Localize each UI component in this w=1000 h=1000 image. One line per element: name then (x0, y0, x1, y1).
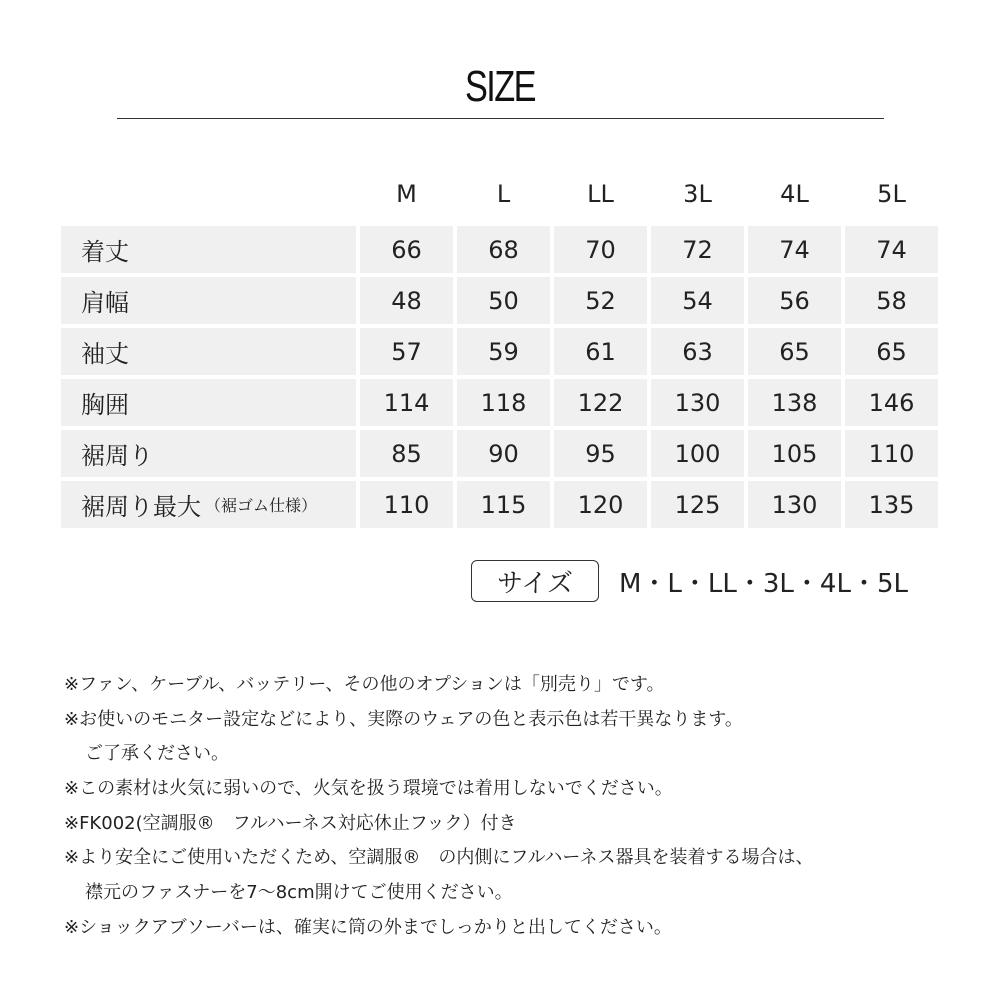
table-cell: 50 (457, 277, 550, 324)
title-divider (117, 118, 884, 119)
note-line: ※この素材は火気に弱いので、火気を扱う環境では着用しないでください。 (64, 778, 673, 800)
column-header-ll: LL (587, 180, 614, 208)
row-label (61, 379, 356, 426)
table-cell: 48 (360, 277, 453, 324)
row-label (61, 481, 356, 528)
table-cell: 70 (554, 226, 647, 273)
table-cell: 65 (845, 328, 938, 375)
table-cell: 59 (457, 328, 550, 375)
size-table (61, 170, 935, 528)
note-line: ご了承ください。 (85, 743, 229, 765)
column-header-m: M (396, 180, 417, 208)
sizes-list: M・L・LL・3L・4L・5L (619, 568, 908, 599)
table-cell: 114 (360, 379, 453, 426)
row-label (61, 328, 356, 375)
table-cell: 90 (457, 430, 550, 477)
table-cell: 74 (748, 226, 841, 273)
table-cell: 85 (360, 430, 453, 477)
table-cell: 115 (457, 481, 550, 528)
row-label-text: 裾周り最大 (81, 493, 201, 521)
table-cell: 95 (554, 430, 647, 477)
note-line: 襟元のファスナーを7〜8cm開けてご使用ください。 (85, 882, 513, 904)
note-line: ※ショックアブソーバーは、確実に筒の外までしっかりと出してください。 (64, 916, 672, 938)
notes-section (64, 668, 964, 946)
table-row (61, 379, 935, 426)
table-cell: 72 (651, 226, 744, 273)
table-cell: 100 (651, 430, 744, 477)
note-line: ※FK002(空調服® フルハーネス対応休止フック）付き (64, 812, 517, 834)
table-row (61, 430, 935, 477)
note-line: ※ファン、ケーブル、バッテリー、その他のオプションは「別売り」です。 (64, 674, 665, 695)
column-header-5l: 5L (877, 180, 906, 208)
row-label-note: （裾ゴム仕様） (205, 496, 318, 515)
page-title: SIZE (464, 62, 536, 111)
table-cell: 58 (845, 277, 938, 324)
table-cell: 118 (457, 379, 550, 426)
table-row (61, 328, 935, 375)
table-cell: 120 (554, 481, 647, 528)
table-cell: 146 (845, 379, 938, 426)
table-cell: 61 (554, 328, 647, 375)
row-label (61, 277, 356, 324)
row-label-text: 袖丈 (81, 340, 129, 368)
table-cell: 74 (845, 226, 938, 273)
table-cell: 110 (845, 430, 938, 477)
note-line: ※お使いのモニター設定などにより、実際のウェアの色と表示色は若干異なります。 (64, 708, 743, 730)
table-cell: 68 (457, 226, 550, 273)
available-sizes (471, 559, 908, 603)
table-cell: 57 (360, 328, 453, 375)
table-row (61, 277, 935, 324)
note-line: ※より安全にご使用いただくため、空調服® の内側にフルハーネス器具を装着する場合は、 (64, 847, 814, 869)
table-cell: 63 (651, 328, 744, 375)
table-cell: 56 (748, 277, 841, 324)
column-header-l: L (496, 180, 511, 208)
row-label-text: 肩幅 (81, 289, 129, 317)
table-header-row (61, 170, 935, 218)
sizes-badge: サイズ (471, 560, 599, 602)
table-cell: 105 (748, 430, 841, 477)
table-cell: 125 (651, 481, 744, 528)
table-cell: 122 (554, 379, 647, 426)
row-label-text: 胸囲 (81, 391, 129, 419)
table-cell: 65 (748, 328, 841, 375)
table-cell: 66 (360, 226, 453, 273)
table-row (61, 226, 935, 273)
row-label (61, 430, 356, 477)
table-row (61, 481, 935, 528)
row-label-text: 着丈 (81, 238, 129, 266)
column-header-3l: 3L (683, 180, 712, 208)
table-cell: 110 (360, 481, 453, 528)
table-cell: 52 (554, 277, 647, 324)
table-cell: 130 (651, 379, 744, 426)
table-cell: 138 (748, 379, 841, 426)
row-label-text: 裾周り (81, 442, 153, 470)
table-cell: 130 (748, 481, 841, 528)
table-cell: 135 (845, 481, 938, 528)
table-cell: 54 (651, 277, 744, 324)
row-label (61, 226, 356, 273)
column-header-4l: 4L (780, 180, 809, 208)
